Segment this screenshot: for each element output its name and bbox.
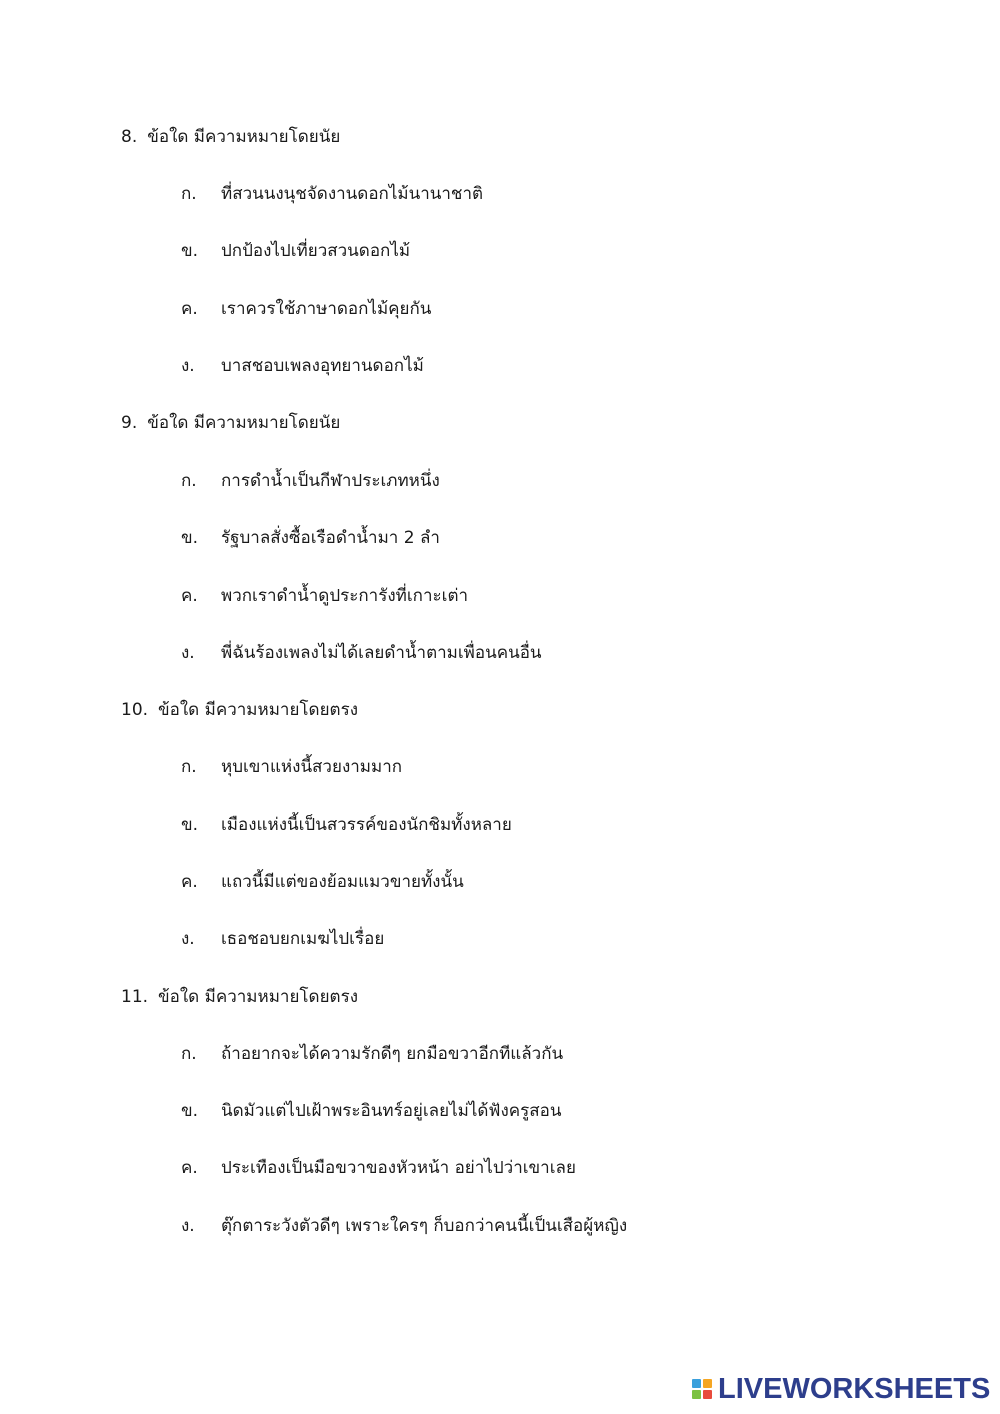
option-letter: ค. <box>181 1158 198 1178</box>
option-text: ที่สวนนงนุชจัดงานดอกไม้นานาชาติ <box>221 184 484 204</box>
option-9-c[interactable] <box>181 584 468 608</box>
option-letter: ง. <box>181 929 195 949</box>
option-text: แถวนี้มีแต่ของย้อมแมวขายทั้งนั้น <box>221 872 464 892</box>
option-letter: ก. <box>181 471 197 491</box>
option-10-c[interactable] <box>181 870 464 894</box>
question-text: ข้อใด มีความหมายโดยตรง <box>158 700 359 720</box>
question-text: ข้อใด มีความหมายโดยนัย <box>147 413 341 433</box>
logo-text: LIVEWORKSHEETS <box>718 1373 991 1405</box>
question-9 <box>121 411 340 435</box>
question-11 <box>121 985 358 1009</box>
option-text: พี่ฉันร้องเพลงไม่ได้เลยดำน้ำตามเพื่อนคนอื่น <box>221 643 542 663</box>
option-10-a[interactable] <box>181 755 402 779</box>
option-letter: ก. <box>181 1044 197 1064</box>
liveworksheets-logo[interactable] <box>692 1374 990 1404</box>
option-letter: ง. <box>181 643 195 663</box>
logo-square-icon <box>692 1379 701 1388</box>
question-number: 8. <box>121 127 138 147</box>
question-number: 11. <box>121 987 149 1007</box>
question-number: 10. <box>121 700 149 720</box>
option-text: ปกป้องไปเที่ยวสวนดอกไม้ <box>221 241 411 261</box>
option-text: การดำน้ำเป็นกีฬาประเภทหนึ่ง <box>221 471 440 491</box>
question-number: 9. <box>121 413 138 433</box>
option-letter: ค. <box>181 872 198 892</box>
option-letter: ก. <box>181 757 197 777</box>
option-text: รัฐบาลสั่งซื้อเรือดำน้ำมา 2 ลำ <box>221 528 440 548</box>
option-text: เธอชอบยกเมฆไปเรื่อย <box>221 929 385 949</box>
option-8-b[interactable] <box>181 239 410 263</box>
option-text: บาสชอบเพลงอุทยานดอกไม้ <box>221 356 424 376</box>
option-11-b[interactable] <box>181 1099 561 1123</box>
option-11-a[interactable] <box>181 1042 563 1066</box>
option-letter: ข. <box>181 815 199 835</box>
question-8 <box>121 125 340 149</box>
option-9-d[interactable] <box>181 641 542 665</box>
option-11-d[interactable] <box>181 1214 627 1238</box>
option-letter: ค. <box>181 586 198 606</box>
option-text: นิดมัวแต่ไปเฝ้าพระอินทร์อยู่เลยไม่ได้ฟังครูสอน <box>221 1101 562 1121</box>
option-letter: ค. <box>181 299 198 319</box>
option-10-b[interactable] <box>181 813 512 837</box>
logo-square-icon <box>703 1379 712 1388</box>
option-8-c[interactable] <box>181 297 431 321</box>
option-letter: ข. <box>181 528 199 548</box>
option-11-c[interactable] <box>181 1156 576 1180</box>
logo-square-icon <box>692 1390 701 1399</box>
option-10-d[interactable] <box>181 927 384 951</box>
option-9-b[interactable] <box>181 526 440 550</box>
option-text: ประเทืองเป็นมือขวาของหัวหน้า อย่าไปว่าเขาเลย <box>221 1158 576 1178</box>
option-letter: ก. <box>181 184 197 204</box>
option-text: พวกเราดำน้ำดูประการังที่เกาะเต่า <box>221 586 469 606</box>
logo-mark-icon <box>692 1379 712 1399</box>
question-10 <box>121 698 358 722</box>
option-letter: ง. <box>181 356 195 376</box>
option-text: หุบเขาแห่งนี้สวยงามมาก <box>221 757 403 777</box>
question-text: ข้อใด มีความหมายโดยตรง <box>158 987 359 1007</box>
option-letter: ข. <box>181 1101 199 1121</box>
option-8-a[interactable] <box>181 182 483 206</box>
option-letter: ข. <box>181 241 199 261</box>
option-text: เราควรใช้ภาษาดอกไม้คุยกัน <box>221 299 432 319</box>
option-8-d[interactable] <box>181 354 424 378</box>
option-text: ถ้าอยากจะได้ความรักดีๆ ยกมือขวาอีกทีแล้วกัน <box>221 1044 564 1064</box>
option-9-a[interactable] <box>181 469 440 493</box>
question-text: ข้อใด มีความหมายโดยนัย <box>147 127 341 147</box>
option-letter: ง. <box>181 1216 195 1236</box>
option-text: ตุ๊กตาระวังตัวดีๆ เพราะใครๆ ก็บอกว่าคนนี้เป็นเสือผู้หญิง <box>221 1216 628 1236</box>
option-text: เมืองแห่งนี้เป็นสวรรค์ของนักชิมทั้งหลาย <box>221 815 512 835</box>
logo-square-icon <box>703 1390 712 1399</box>
